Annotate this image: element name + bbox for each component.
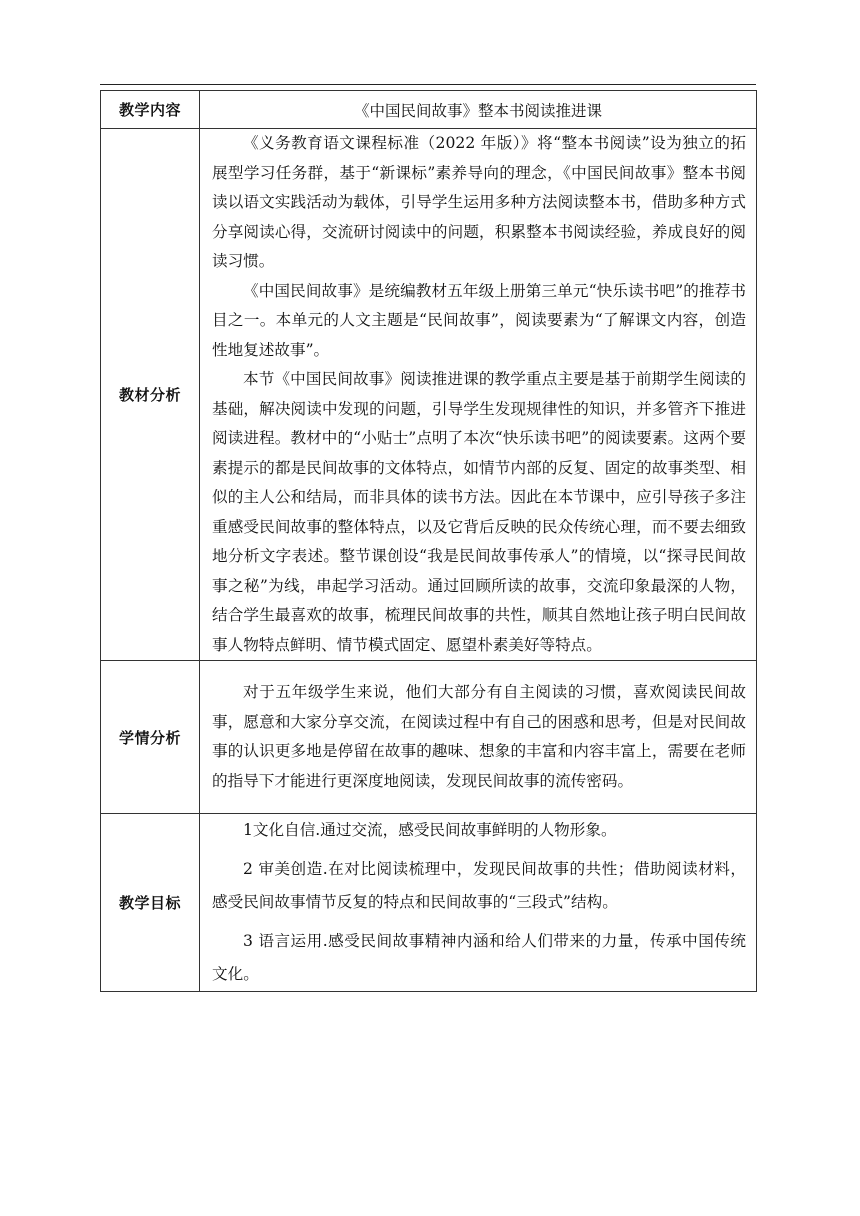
row-label-teaching-goals: 教学目标	[101, 814, 200, 992]
goal-item: 3 语言运用.感受民间故事精神内涵和给人们带来的力量，传承中国传统文化。	[212, 932, 746, 983]
lesson-title: 《中国民间故事》整本书阅读推进课	[200, 91, 757, 129]
table-row	[101, 814, 757, 992]
row-label-textbook-analysis: 教材分析	[101, 129, 200, 661]
paragraph: 本节《中国民间故事》阅读推进课的教学重点主要是基于前期学生阅读的基础，解决阅读中发现的问题，引导学生发现规律性的知识，并多管齐下推进阅读进程。教材中的“小贴士”点明了本次“快乐读书吧”的阅读要素。这两个要素提示的都是民间故事的文体特点，如情节内部的反复、固定的故事类型、相似的主人公和结局，而非具体的读书方法。因此在本节课中，应引导孩子多注重感受民间故事的整体特点，以及它背后反映的民众传统心理，而不要去细致地分析文字表述。整节课创设“我是民间故事传承人”的情境，以“探寻民间故事之秘”为线，串起学习活动。通过回顾所读的故事，交流印象最深的人物，结合学生最喜欢的故事，梳理民间故事的共性，顺其自然地让孩子明白民间故事人物特点鲜明、情节模式固定、愿望朴素美好等特点。	[212, 370, 746, 654]
row-label-content: 教学内容	[101, 91, 200, 129]
textbook-analysis-cell	[200, 129, 757, 661]
table-row	[101, 91, 757, 129]
table-row	[101, 129, 757, 661]
paragraph: 对于五年级学生来说，他们大部分有自主阅读的习惯，喜欢阅读民间故事，愿意和大家分享交流，在阅读过程中有自己的困惑和思考，但是对民间故事的认识更多地是停留在故事的趣味、想象的丰富和内容丰富上，需要在老师的指导下才能进行更深度地阅读，发现民间故事的流传密码。	[212, 683, 746, 790]
student-analysis-cell	[200, 661, 757, 814]
goal-item: 1文化自信.通过交流，感受民间故事鲜明的人物形象。	[243, 821, 617, 839]
paragraph: 《中国民间故事》是统编教材五年级上册第三单元“快乐读书吧”的推荐书目之一。本单元的人文主题是“民间故事”，阅读要素为“了解课文内容，创造性地复述故事”。	[212, 281, 746, 359]
row-label-student-analysis: 学情分析	[101, 661, 200, 814]
header-rule	[100, 84, 756, 85]
table-row	[101, 661, 757, 814]
goal-item: 2 审美创造.在对比阅读梳理中，发现民间故事的共性；借助阅读材料，感受民间故事情节反复的特点和民间故事的“三段式”结构。	[212, 860, 746, 911]
teaching-goals-cell	[200, 814, 757, 992]
paragraph: 《义务教育语文课程标准（2022 年版）》将“整本书阅读”设为独立的拓展型学习任务群，基于“新课标”素养导向的理念，《中国民间故事》整本书阅读以语文实践活动为载体，引导学生运用多种方法阅读整本书，借助多种方式分享阅读心得，交流研讨阅读中的问题，积累整本书阅读经验，养成良好的阅读习惯。	[212, 134, 746, 270]
lesson-plan-table	[100, 90, 757, 992]
